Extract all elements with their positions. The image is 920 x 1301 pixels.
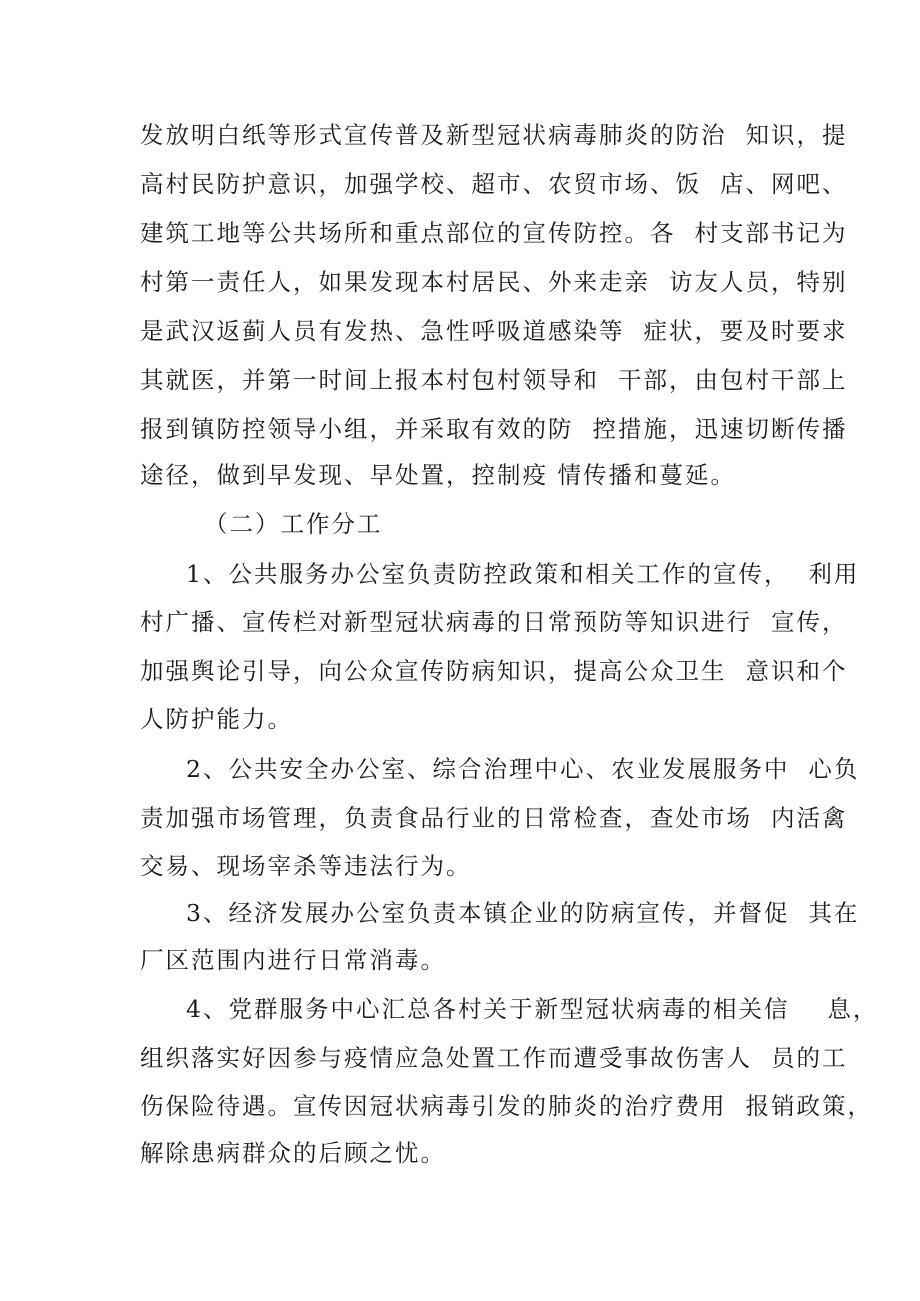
text-line: 交易、现场宰杀等违法行为。	[140, 852, 472, 880]
text-line: 1、公共服务办公室负责防控政策和相关工作的宣传， 利用	[186, 560, 860, 588]
text-line: 解除患病群众的后顾之忧。	[140, 1139, 446, 1167]
text-line: 发放明白纸等形式宣传普及新型冠状病毒肺炎的防治 知识，提	[140, 121, 848, 149]
text-line: 是武汉返蓟人员有发热、急性呼吸道感染等 症状，要及时要求	[140, 317, 848, 345]
text-line: 2、公共安全办公室、综合治理中心、农业发展服务中 心负	[186, 755, 860, 783]
section-heading: （二）工作分工	[204, 510, 383, 538]
text-line: 村第一责任人，如果发现本村居民、外来走亲 访友人员，特别	[140, 268, 848, 296]
text-line: 厂区范围内进行日常消毒。	[140, 946, 446, 974]
text-line: 3、经济发展办公室负责本镇企业的防病宣传，并督促 其在	[186, 899, 860, 927]
text-line: 高村民防护意识，加强学校、超市、农贸市场、饭 店、网吧、	[140, 170, 848, 198]
text-line: 伤保险待遇。宣传因冠状病毒引发的肺炎的治疗费用 报销政策，	[140, 1092, 873, 1120]
text-line: 其就医，并第一时间上报本村包村领导和 干部，由包村干部上	[140, 366, 848, 394]
text-line: 加强舆论引导，向公众宣传防病知识，提高公众卫生 意识和个	[140, 657, 848, 685]
text-line: 人防护能力。	[140, 705, 293, 733]
text-line: 建筑工地等公共场所和重点部位的宣传防控。各 村支部书记为	[140, 219, 848, 247]
text-line: 组织落实好因参与疫情应急处置工作而遭受事故伤害人 员的工	[140, 1044, 848, 1072]
text-line: 责加强市场管理，负责食品行业的日常检查，查处市场 内活禽	[140, 804, 848, 832]
text-line: 4、党群服务中心汇总各村关于新型冠状病毒的相关信 息，	[186, 995, 879, 1023]
text-line: 村广播、宣传栏对新型冠状病毒的日常预防等知识进行 宣传，	[140, 608, 848, 636]
text-line: 途径，做到早发现、早处置，控制疫 情传播和蔓延。	[140, 461, 736, 489]
text-line: 报到镇防控领导小组，并采取有效的防 控措施，迅速切断传播	[140, 415, 848, 443]
